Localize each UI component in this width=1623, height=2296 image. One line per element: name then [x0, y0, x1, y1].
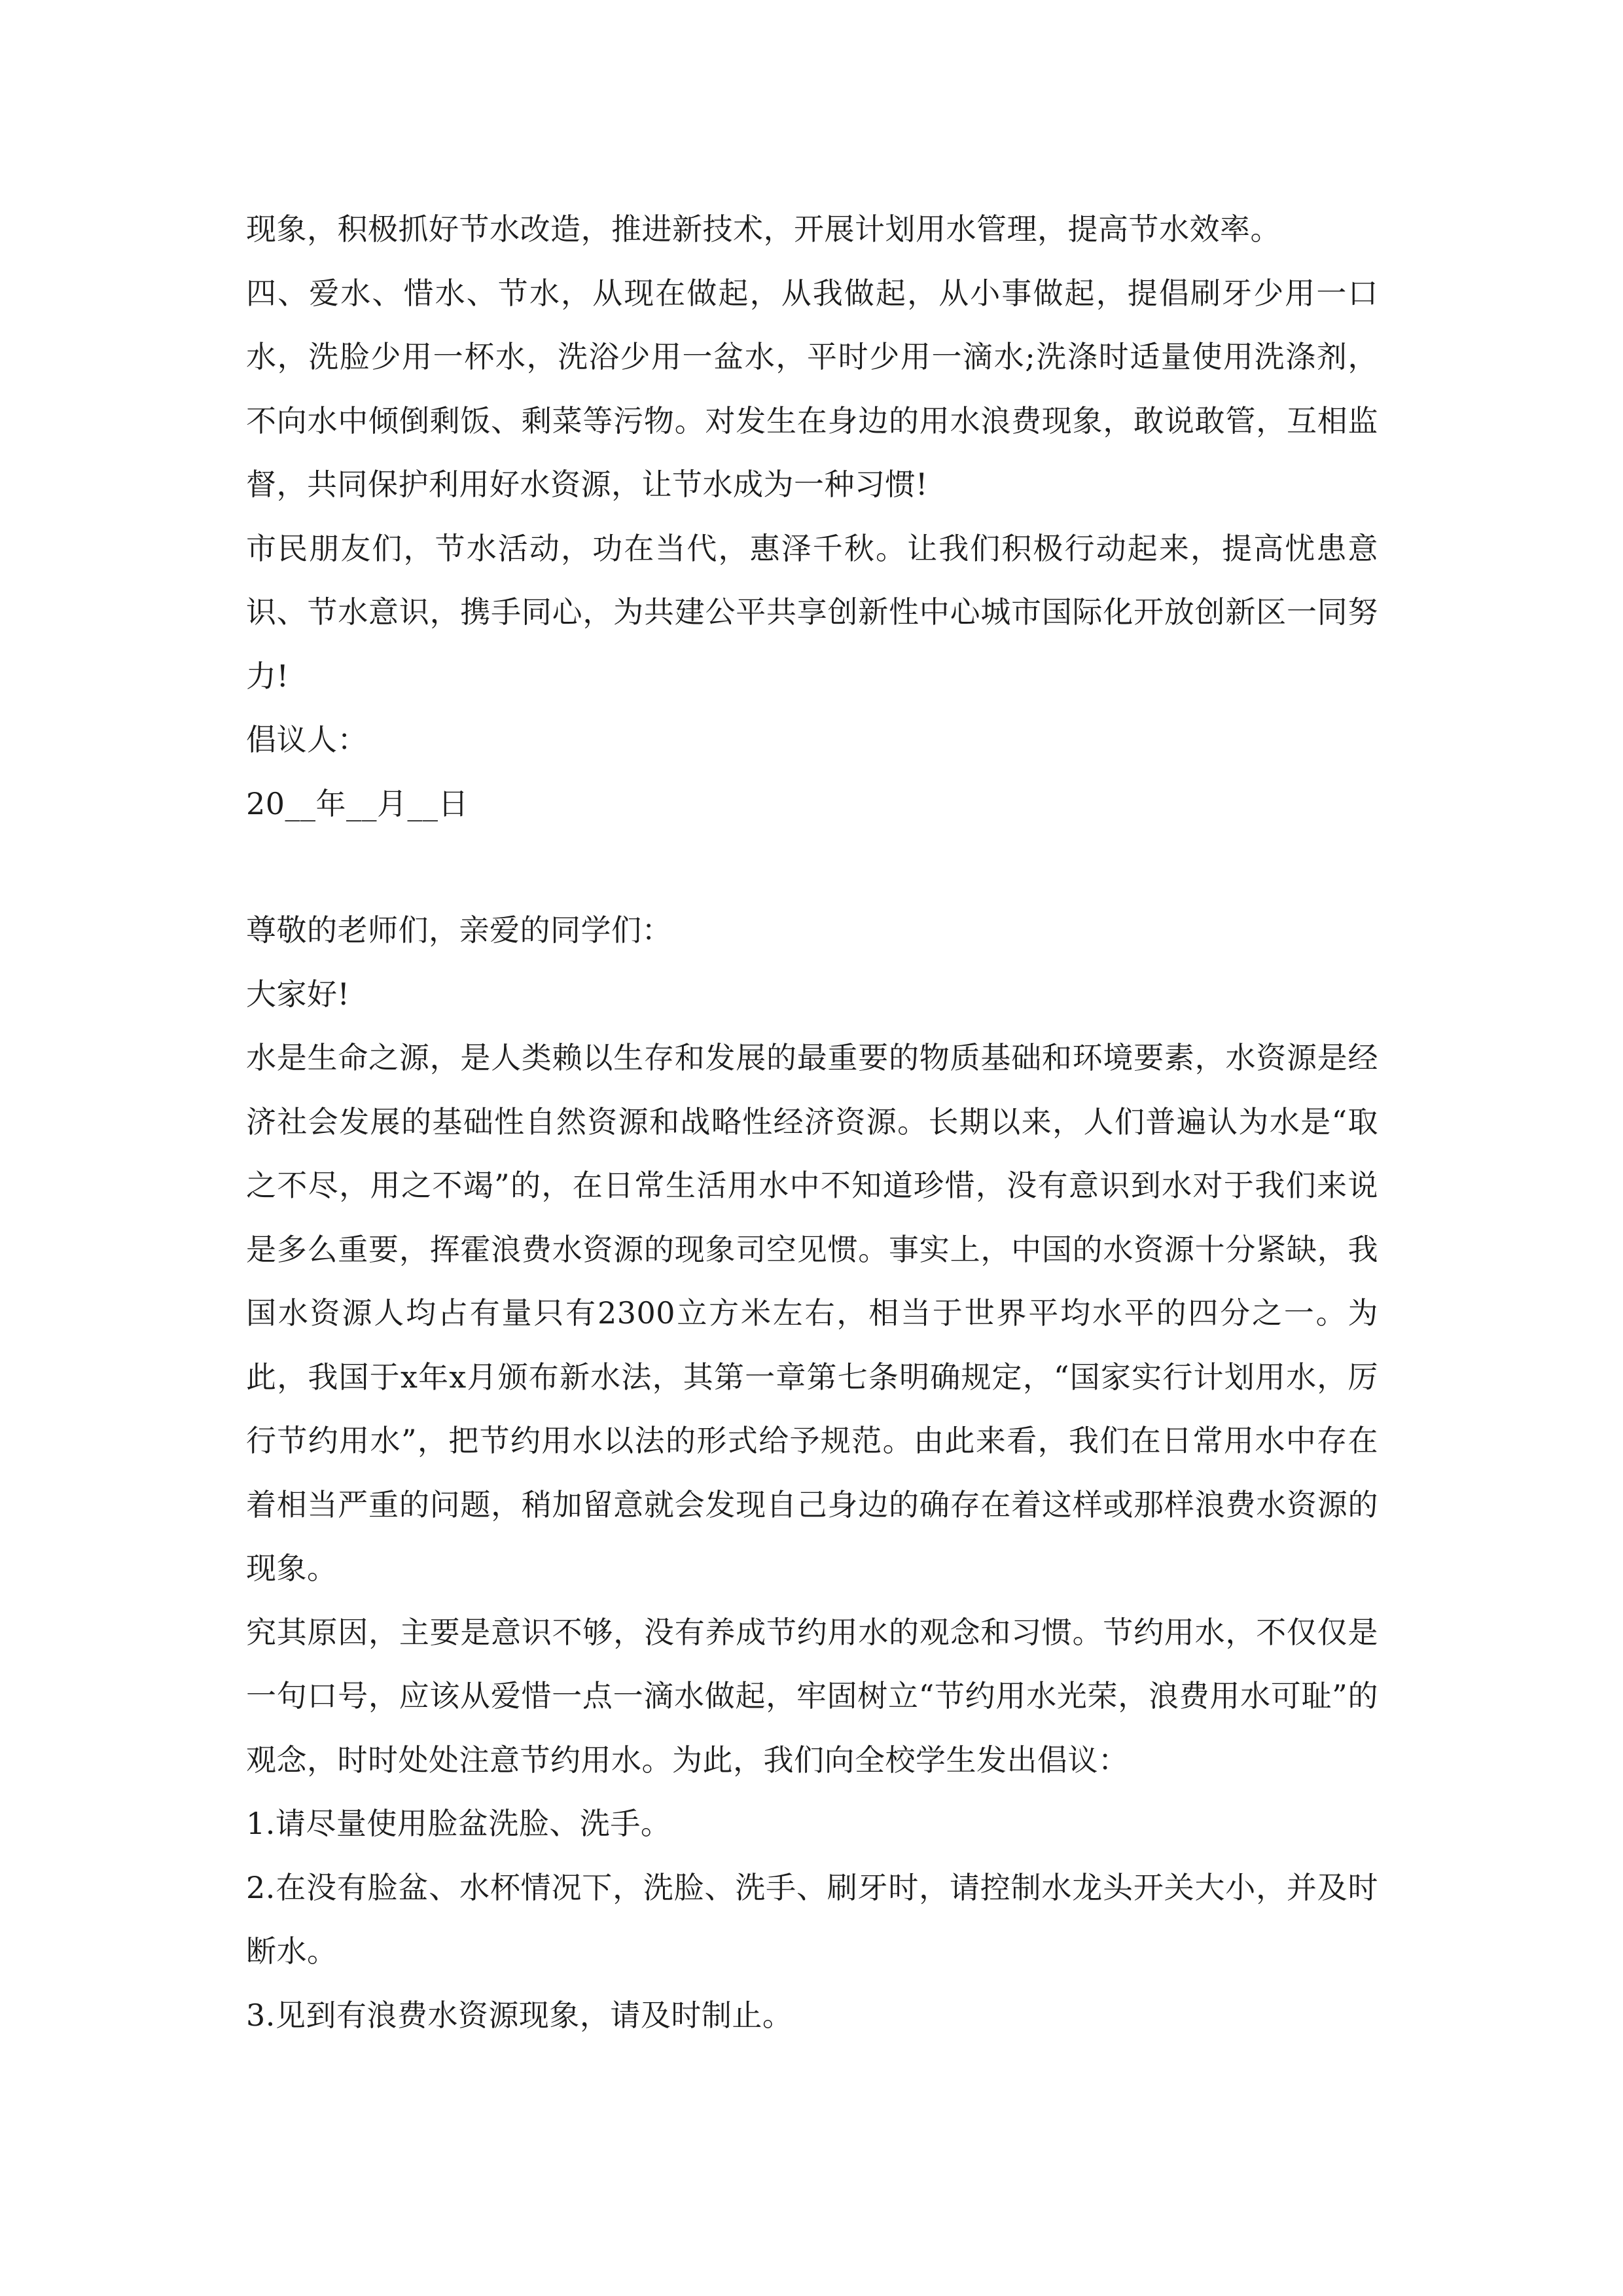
list-item: 1.请尽量使用脸盆洗脸、洗手。: [246, 1806, 671, 1841]
paragraph-water-efficiency: 现象，积极抓好节水改造，推进新技术，开展计划用水管理，提高节水效率。: [246, 211, 1281, 247]
paragraph-cause-and-proposal: 究其原因，主要是意识不够，没有养成节约用水的观念和习惯。节约用水，不仅仅是一句口号，应该从爱惜一点一滴水做起，牢固树立“节约用水光荣，浪费用水可耻”的观念，时时处处注意节约用水。为此，我们向全校学生发出倡议：: [246, 1614, 1378, 1778]
list-item: 2.在没有脸盆、水杯情况下，洗脸、洗手、刷牙时，请控制水龙头开关大小，并及时断水。: [246, 1869, 1378, 1969]
paragraph-save-water-actions: 四、爱水、惜水、节水，从现在做起，从我做起，从小事做起，提倡刷牙少用一口水，洗脸少用一杯水，洗浴少用一盆水，平时少用一滴水;洗涤时适量使用洗涤剂，不向水中倾倒剩饭、剩菜等污物。对发生在身边的用水浪费现象，敢说敢管，互相监督，共同保护利用好水资源，让节水成为一种习惯!: [246, 275, 1378, 502]
list-item: 3.见到有浪费水资源现象，请及时制止。: [246, 1997, 793, 2033]
greeting: 大家好!: [246, 976, 350, 1012]
paragraph-water-importance: 水是生命之源，是人类赖以生存和发展的最重要的物质基础和环境要素，水资源是经济社会发展的基础性自然资源和战略性经济资源。长期以来，人们普遍认为水是“取之不尽，用之不竭”的，在日常生活用水中不知道珍惜，没有意识到水对于我们来说是多么重要，挥霍浪费水资源的现象司空见惯。事实上，中国的水资源十分紧缺，我国水资源人均占有量只有2300立方米左右，相当于世界平均水平的四分之一。为此，我国于x年x月颁布新水法，其第一章第七条明确规定，“国家实行计划用水，厉行节约用水”，把节约用水以法的形式给予规范。由此来看，我们在日常用水中存在着相当严重的问题，稍加留意就会发现自己身边的确存在着这样或那样浪费水资源的现象。: [246, 1040, 1378, 1586]
paragraph-citizen-appeal: 市民朋友们，节水活动，功在当代，惠泽千秋。让我们积极行动起来，提高忧患意识、节水意识，携手同心，为共建公平共享创新性中心城市国际化开放创新区一同努力!: [246, 530, 1378, 694]
section-two: [246, 899, 1378, 2047]
date-line: 20__年__月__日: [246, 785, 469, 821]
section-one: [246, 198, 1378, 836]
salutation: 尊敬的老师们，亲爱的同学们：: [246, 912, 672, 948]
proposer-label: 倡议人：: [246, 722, 368, 757]
